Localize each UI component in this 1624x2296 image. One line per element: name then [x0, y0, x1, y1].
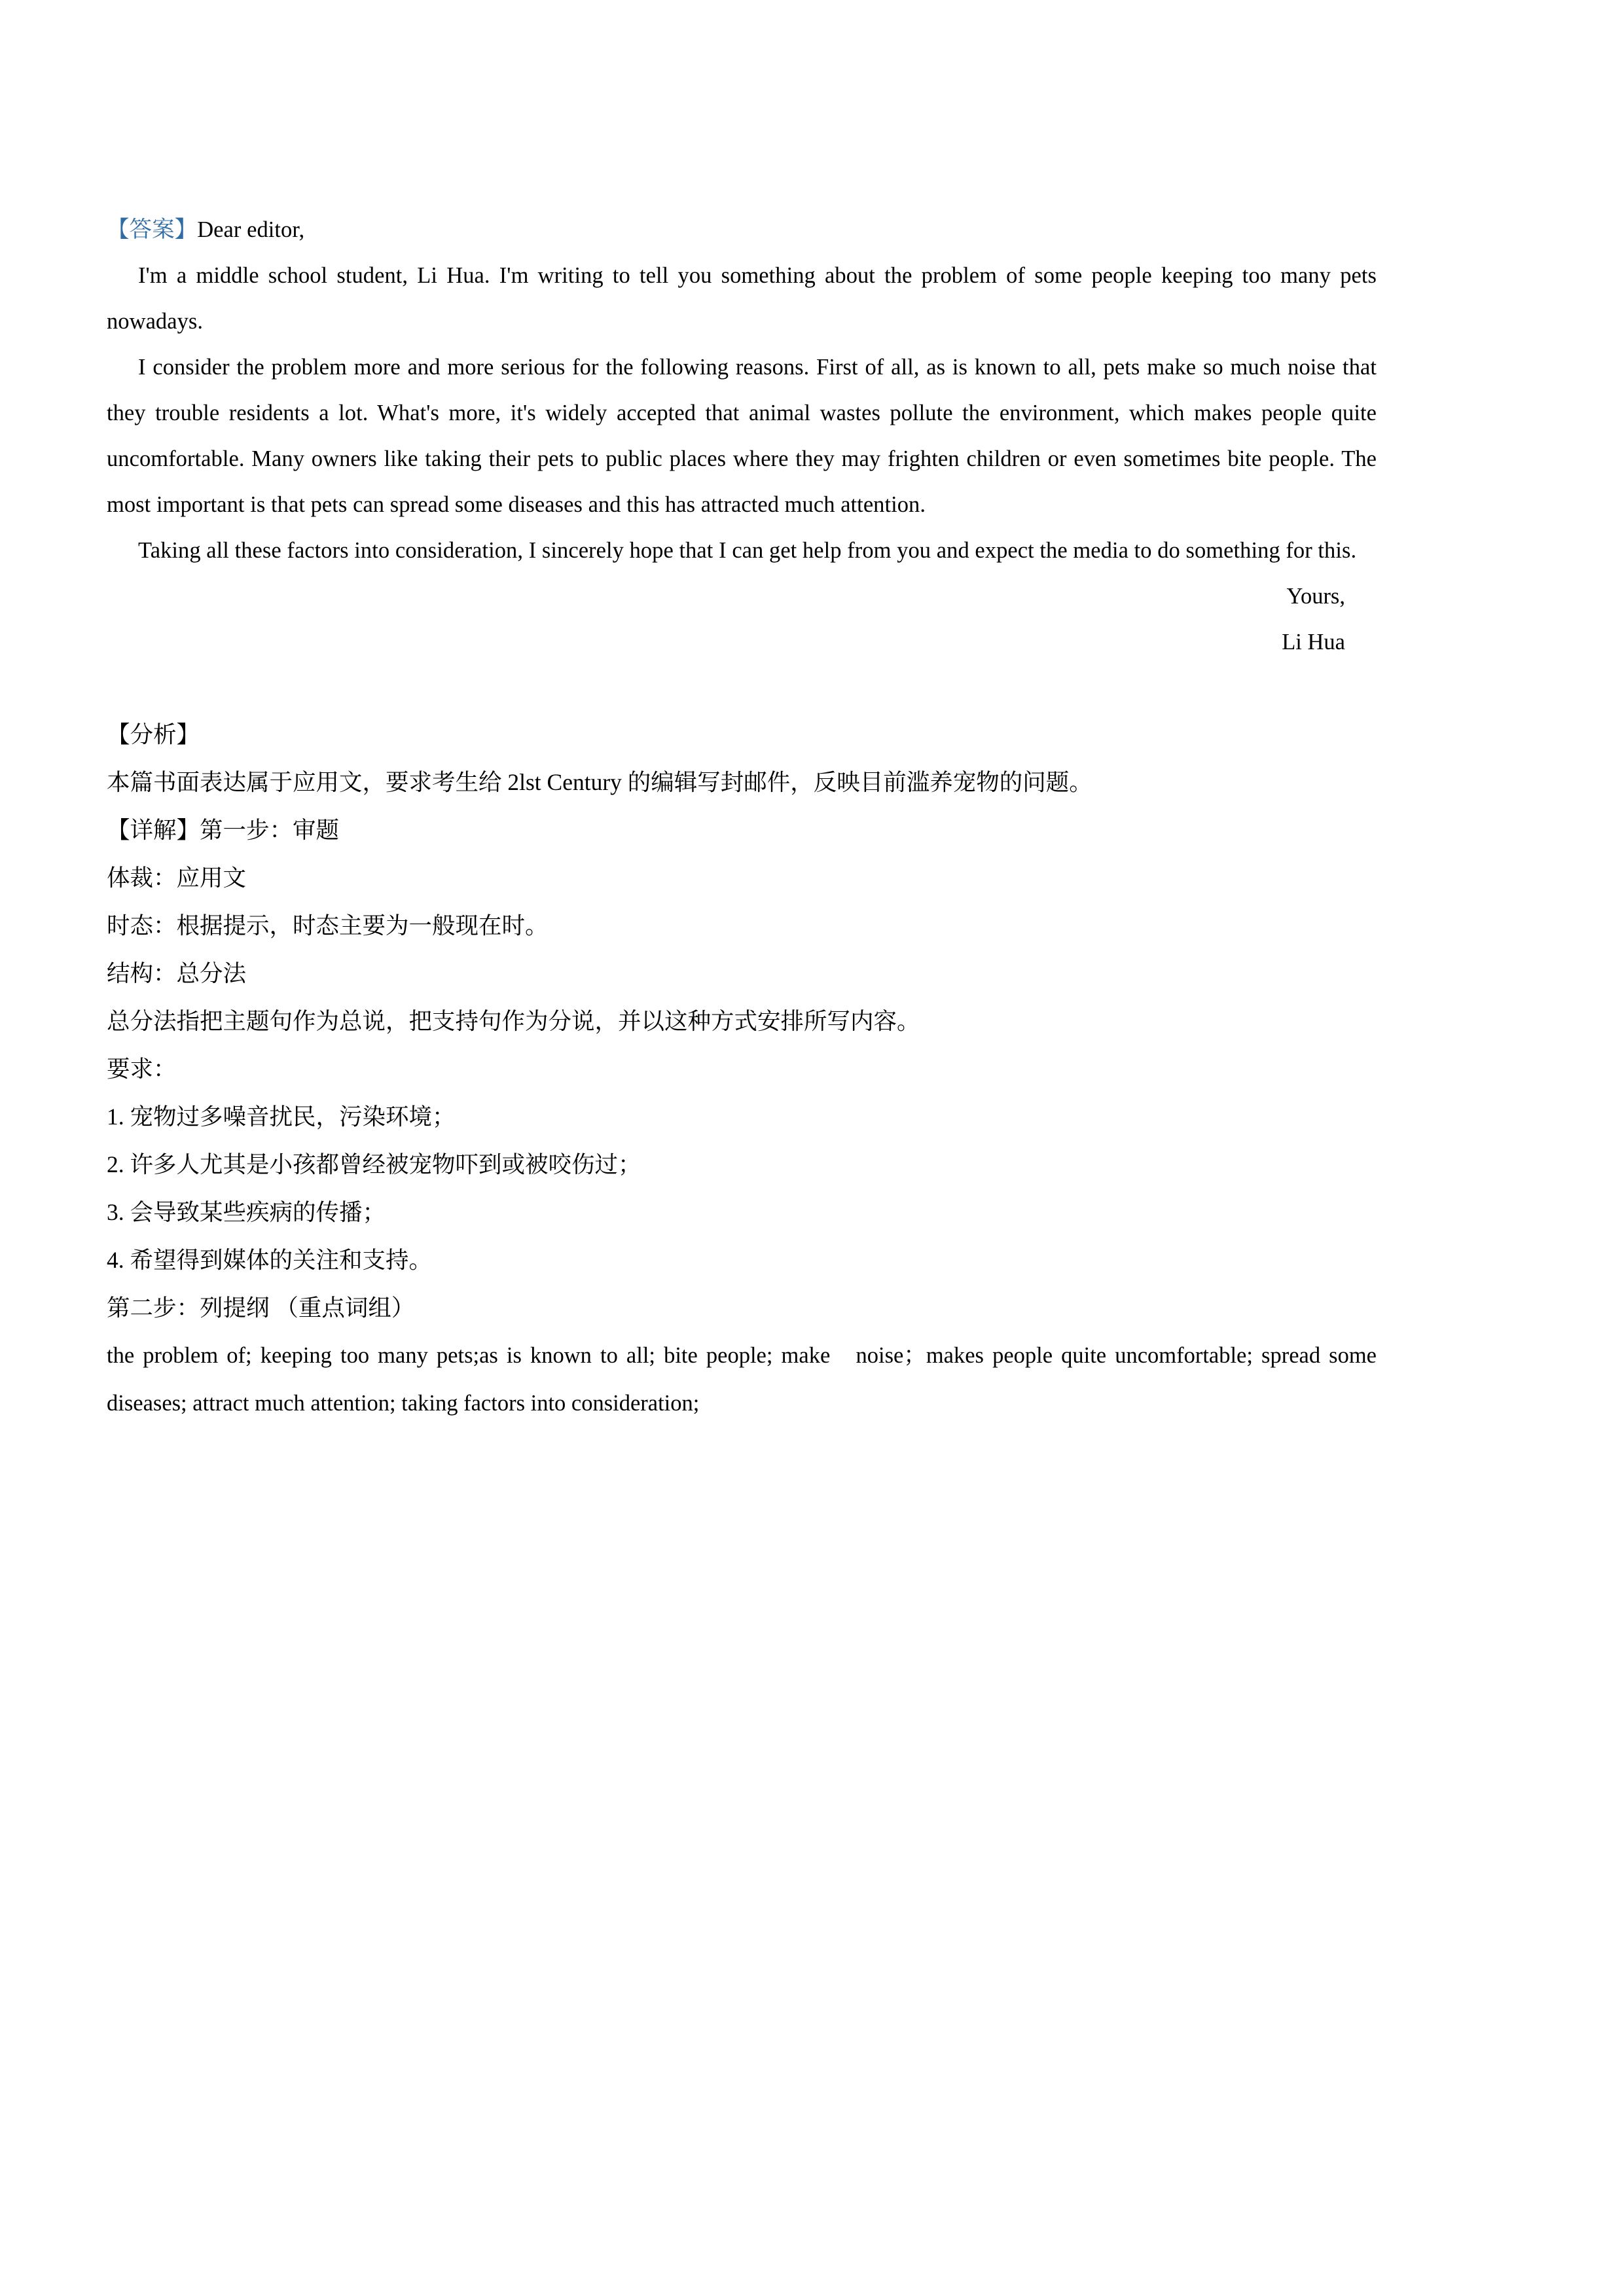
answer-tag-label: 【答案】	[107, 217, 198, 242]
analysis-summary: 本篇书面表达属于应用文，要求考生给 2lst Century 的编辑写封邮件，反映目前滥养宠物的问题。	[107, 769, 1092, 795]
detail-step-one-label: 第一步：审题	[200, 817, 340, 843]
detail-field-genre: 体裁：应用文	[107, 865, 247, 891]
analysis-tag-label: 【分析】	[107, 721, 200, 747]
answer-heading-line	[107, 207, 1377, 253]
answer-paragraph-3: Taking all these factors into consideration, I sincerely hope that I can get help from you and expect the media to do something for this.	[138, 538, 1357, 563]
requirement-item-4: 4. 希望得到媒体的关注和支持。	[107, 1247, 433, 1273]
signature-block	[107, 573, 1377, 665]
signature-closing: Yours,	[1286, 584, 1345, 609]
requirement-item-3: 3. 会导致某些疾病的传播；	[107, 1199, 386, 1225]
answer-salutation: Dear editor,	[197, 217, 305, 242]
detail-tag-label: 【详解】	[107, 817, 200, 843]
detail-key-phrases: the problem of; keeping too many pets;as is known to all; bite people; make noise；makes people quite uncomfortable; spread some diseases; attract much attention; taking factors into consideration;	[107, 1343, 1382, 1416]
requirement-item-2: 2. 许多人尤其是小孩都曾经被宠物吓到或被咬伤过；	[107, 1151, 641, 1177]
detail-step-two-label: 第二步：列提纲 （重点词组）	[107, 1295, 415, 1321]
document-content	[107, 207, 1382, 1427]
detail-field-structure: 结构：总分法	[107, 960, 247, 986]
detail-requirements-label: 要求：	[107, 1056, 177, 1082]
section-spacer	[107, 665, 1377, 711]
detail-field-tense: 时态：根据提示，时态主要为一般现在时。	[107, 912, 549, 939]
answer-paragraph-2: I consider the problem more and more serious for the following reasons. First of all, as is known to all, pets make so much noise that they trouble residents a lot. What's more, it's widely accepted that animal wastes pollute the environment, which makes people quite uncomfortable. Many owners like taking their pets to public places where they may frighten children or even sometimes bite people. The most important is that pets can spread some diseases and this has attracted much attention.	[107, 355, 1382, 517]
detail-step-one-heading	[107, 806, 1377, 854]
detail-structure-note: 总分法指把主题句作为总说，把支持句作为分说，并以这种方式安排所写内容。	[107, 1008, 920, 1034]
requirement-item-1: 1. 宠物过多噪音扰民，污染环境；	[107, 1103, 456, 1130]
answer-paragraph-1: I'm a middle school student, Li Hua. I'm writing to tell you something about the problem of some people keeping too many pets nowadays.	[107, 263, 1382, 334]
signature-name: Li Hua	[1282, 630, 1345, 655]
